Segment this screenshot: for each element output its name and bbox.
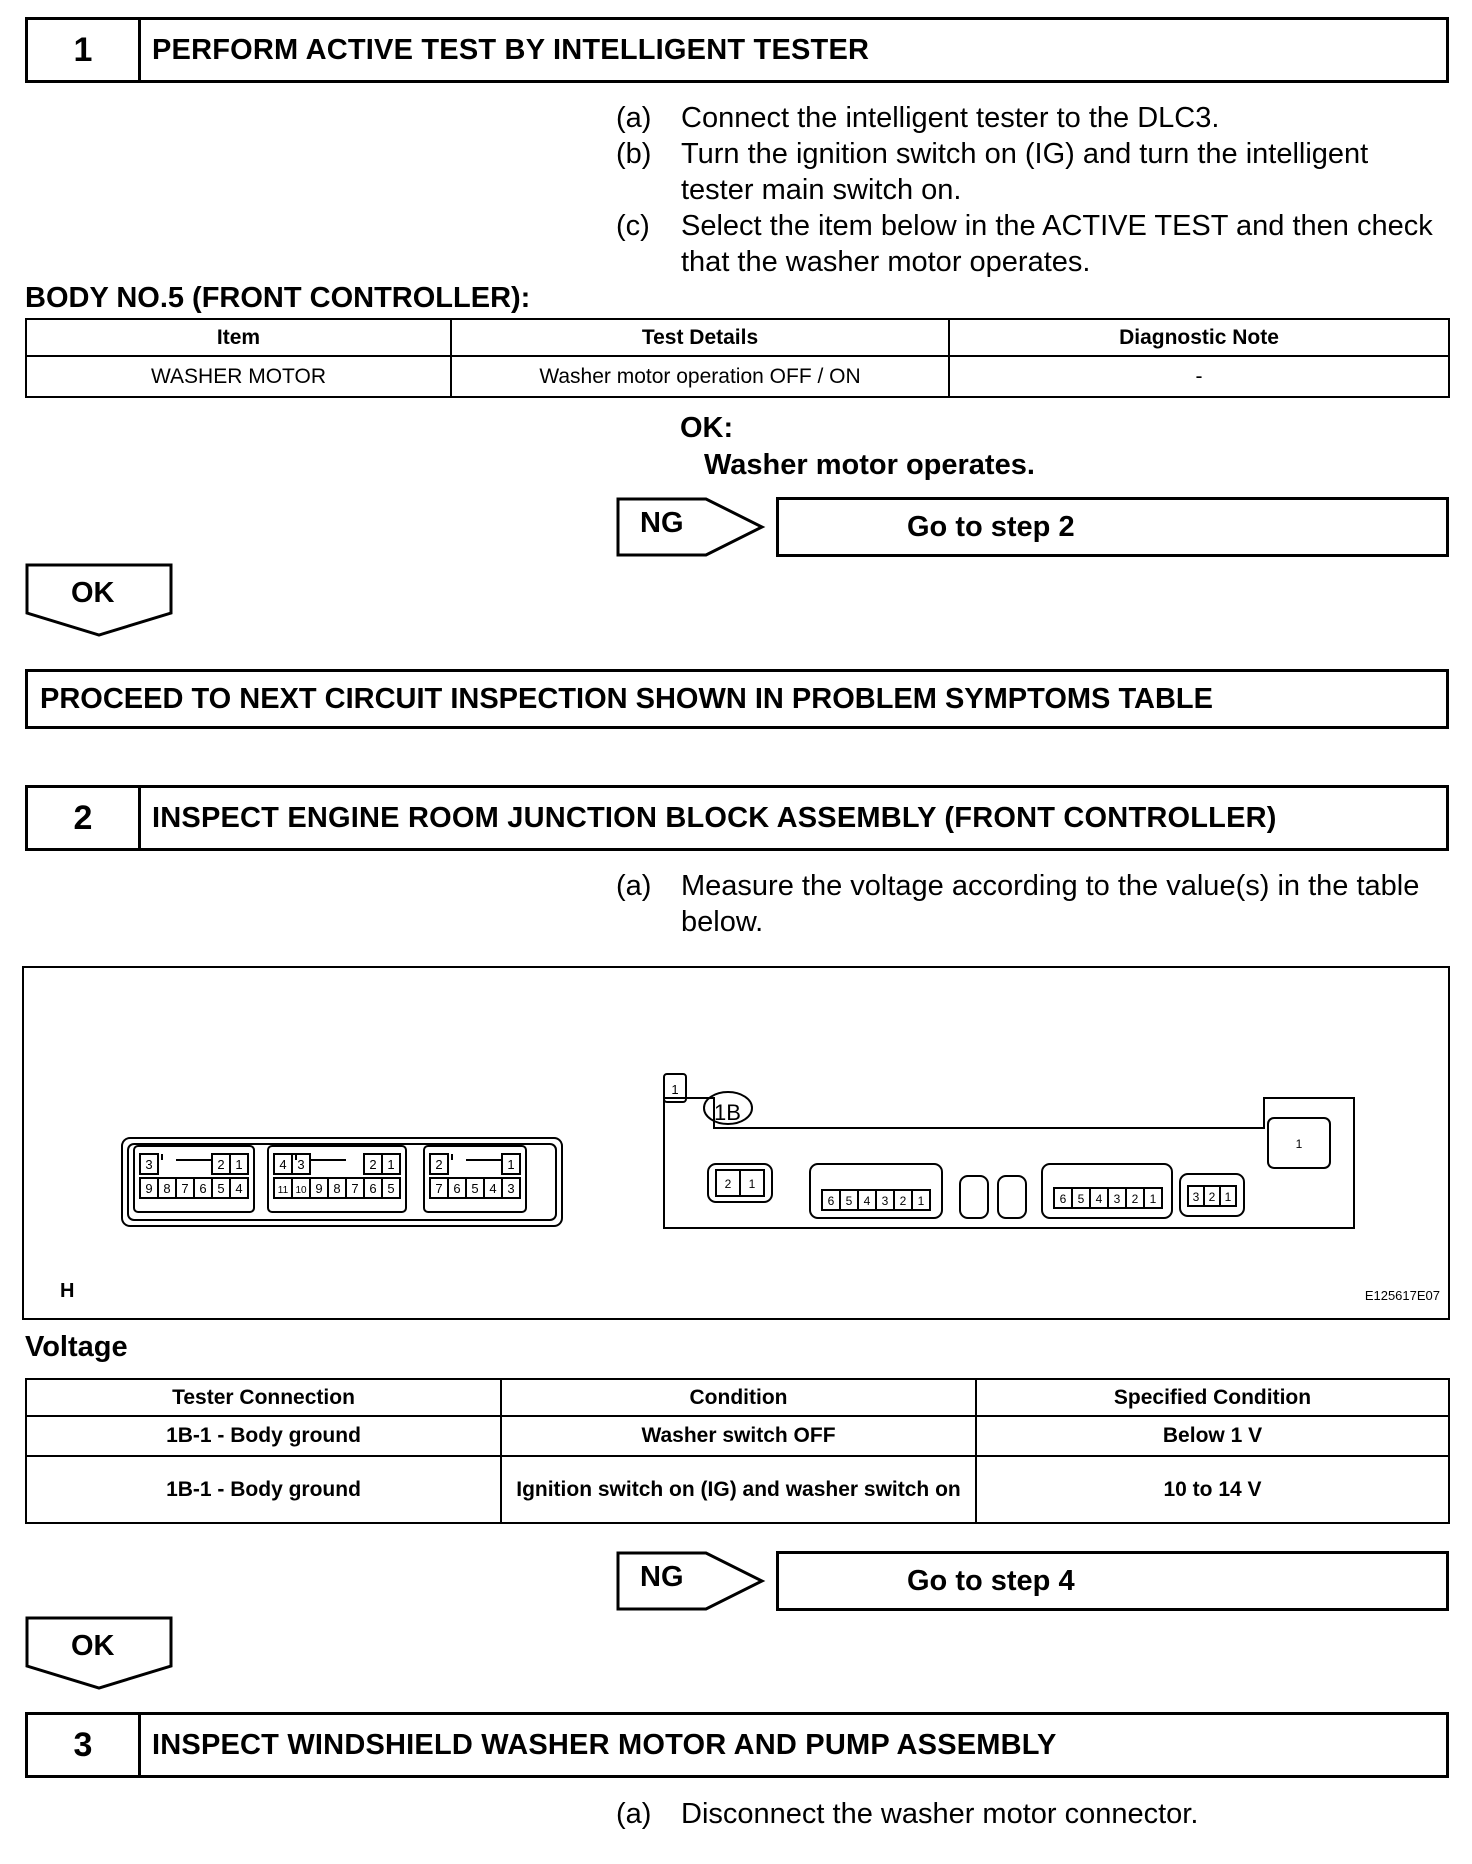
pin-number: 3 — [1113, 1192, 1121, 1206]
table-row — [26, 1456, 1449, 1523]
ng-arrow — [616, 497, 766, 557]
table-header: Test Details — [451, 319, 949, 356]
pin-number: 2 — [899, 1194, 907, 1208]
connector-name: 1B — [714, 1100, 741, 1125]
table-cell: Washer motor operation OFF / ON — [451, 356, 949, 397]
pin-number: 6 — [453, 1181, 461, 1196]
table-header-row — [26, 1379, 1449, 1416]
pin-number: 3 — [507, 1181, 515, 1196]
pin-number: 2 — [435, 1157, 443, 1172]
table-header: Specified Condition — [976, 1379, 1449, 1416]
pin-number: 4 — [1095, 1192, 1103, 1206]
blank-key — [960, 1176, 988, 1218]
voltage-table — [25, 1378, 1450, 1524]
pin-number: 7 — [351, 1181, 359, 1196]
step-2-header — [25, 785, 1449, 851]
instruction-item — [616, 136, 1446, 208]
pin-number: 1 — [387, 1157, 395, 1172]
table-cell: Ignition switch on (IG) and washer switch on — [501, 1456, 976, 1523]
table-cell: WASHER MOTOR — [26, 356, 451, 397]
pin-number: 5 — [845, 1194, 853, 1208]
pin-number: 9 — [145, 1181, 153, 1196]
step-number: 1 — [28, 20, 141, 80]
keyway — [452, 1154, 502, 1160]
pin-number: 3 — [297, 1157, 305, 1172]
ok-arrow-label: OK — [71, 1630, 115, 1662]
pin-number: 9 — [315, 1181, 323, 1196]
pin-number: 1 — [507, 1157, 515, 1172]
junction-block-outline — [664, 1098, 1354, 1228]
pin-number: 2 — [1131, 1192, 1139, 1206]
pin-number: 8 — [333, 1181, 341, 1196]
voltage-table-heading: Voltage — [25, 1331, 128, 1363]
instruction-text: Select the item below in the ACTIVE TEST and then check that the washer motor operates. — [681, 210, 1433, 278]
pin-number: 5 — [471, 1181, 479, 1196]
instruction-text: Disconnect the washer motor connector. — [681, 1798, 1199, 1830]
table-row — [26, 356, 1449, 397]
pin-number: 11 — [277, 1185, 289, 1196]
table-header: Tester Connection — [26, 1379, 501, 1416]
pin-number: 5 — [1077, 1192, 1085, 1206]
pin-number: 4 — [279, 1157, 287, 1172]
figure-code: E125617E07 — [1364, 1288, 1440, 1303]
pin-number: 4 — [235, 1181, 243, 1196]
instruction-label: (c) — [616, 210, 650, 242]
table-header: Item — [26, 319, 451, 356]
pin-number: 2 — [1208, 1190, 1216, 1204]
connector-drawing — [24, 968, 1448, 1318]
pin-number: 4 — [863, 1194, 871, 1208]
pin-number: 6 — [369, 1181, 377, 1196]
keyway — [162, 1154, 212, 1160]
table-header-row — [26, 319, 1449, 356]
instruction-item — [616, 100, 1446, 136]
table-cell: Washer switch OFF — [501, 1416, 976, 1456]
pin-number: 5 — [217, 1181, 225, 1196]
step-number: 3 — [28, 1715, 141, 1775]
instruction-item — [616, 208, 1446, 280]
step-number: 2 — [28, 788, 141, 848]
go-to-step-2-link[interactable]: Go to step 2 — [776, 497, 1449, 557]
ng-arrow-shape — [616, 1551, 766, 1611]
instruction-item — [616, 1796, 1446, 1832]
pin-number: 6 — [1059, 1192, 1067, 1206]
blank-key — [998, 1176, 1026, 1218]
pin-number: 1 — [1149, 1192, 1157, 1206]
step-3-instructions — [616, 1796, 1446, 1832]
pin-number: 2 — [369, 1157, 377, 1172]
step-2-instructions — [616, 868, 1446, 940]
table-cell: 1B-1 - Body ground — [26, 1456, 501, 1523]
pin-number: 6 — [827, 1194, 835, 1208]
view-label: H — [60, 1280, 75, 1302]
step-1-header — [25, 17, 1449, 83]
pin-number: 2 — [724, 1177, 732, 1191]
step-title: INSPECT ENGINE ROOM JUNCTION BLOCK ASSEMBLY (FRONT CONTROLLER) — [152, 801, 1277, 834]
instruction-text: Measure the voltage according to the value(s) in the table below. — [681, 870, 1420, 938]
table-cell: Below 1 V — [976, 1416, 1449, 1456]
step-title: INSPECT WINDSHIELD WASHER MOTOR AND PUMP ASSEMBLY — [152, 1728, 1057, 1761]
pin-number: 1 — [917, 1194, 925, 1208]
pin-number: 1 — [1224, 1190, 1232, 1204]
connector-diagram — [22, 966, 1450, 1320]
ng-label: NG — [640, 1561, 684, 1593]
table-header: Diagnostic Note — [949, 319, 1449, 356]
pin-number: 4 — [489, 1181, 497, 1196]
table-cell: - — [949, 356, 1449, 397]
pin-number: 7 — [435, 1181, 443, 1196]
ng-label: NG — [640, 507, 684, 539]
table-row — [26, 1416, 1449, 1456]
active-test-table-heading: BODY NO.5 (FRONT CONTROLLER): — [25, 282, 531, 314]
table-cell: 10 to 14 V — [976, 1456, 1449, 1523]
ok-criteria-text: Washer motor operates. — [704, 449, 1035, 481]
pin-number: 1 — [671, 1082, 679, 1097]
instruction-label: (a) — [616, 102, 652, 134]
proceed-next-inspection: PROCEED TO NEXT CIRCUIT INSPECTION SHOWN IN PROBLEM SYMPTOMS TABLE — [25, 669, 1449, 729]
ok-criteria-label: OK: — [680, 412, 734, 444]
instruction-label: (a) — [616, 1798, 652, 1830]
pin-number: 1 — [235, 1157, 243, 1172]
ng-arrow-shape — [616, 497, 766, 557]
pin-number: 3 — [881, 1194, 889, 1208]
active-test-table — [25, 318, 1450, 398]
instruction-text: Turn the ignition switch on (IG) and turn the intelligent tester main switch on. — [681, 138, 1369, 206]
ok-arrow — [25, 1616, 173, 1690]
step-1-instructions — [616, 100, 1446, 280]
pin-number: 1 — [748, 1177, 756, 1191]
table-header: Condition — [501, 1379, 976, 1416]
step-title: PERFORM ACTIVE TEST BY INTELLIGENT TESTER — [152, 33, 870, 66]
instruction-label: (a) — [616, 870, 652, 902]
instruction-item — [616, 868, 1446, 940]
ok-arrow — [25, 563, 173, 637]
pin-number: 2 — [217, 1157, 225, 1172]
instruction-text: Connect the intelligent tester to the DLC3. — [681, 102, 1220, 134]
pin-number: 6 — [199, 1181, 207, 1196]
step-3-header — [25, 1712, 1449, 1778]
pin-number: 5 — [387, 1181, 395, 1196]
ok-arrow-label: OK — [71, 577, 115, 609]
instruction-label: (b) — [616, 138, 652, 170]
go-to-step-4-link[interactable]: Go to step 4 — [776, 1551, 1449, 1611]
ng-arrow — [616, 1551, 766, 1611]
pin-number: 8 — [163, 1181, 171, 1196]
pin-number: 3 — [1192, 1190, 1200, 1204]
pin-number: 10 — [295, 1185, 307, 1196]
pin-number: 7 — [181, 1181, 189, 1196]
pin-number: 1 — [1295, 1137, 1303, 1151]
table-cell: 1B-1 - Body ground — [26, 1416, 501, 1456]
pin-number: 3 — [145, 1157, 153, 1172]
